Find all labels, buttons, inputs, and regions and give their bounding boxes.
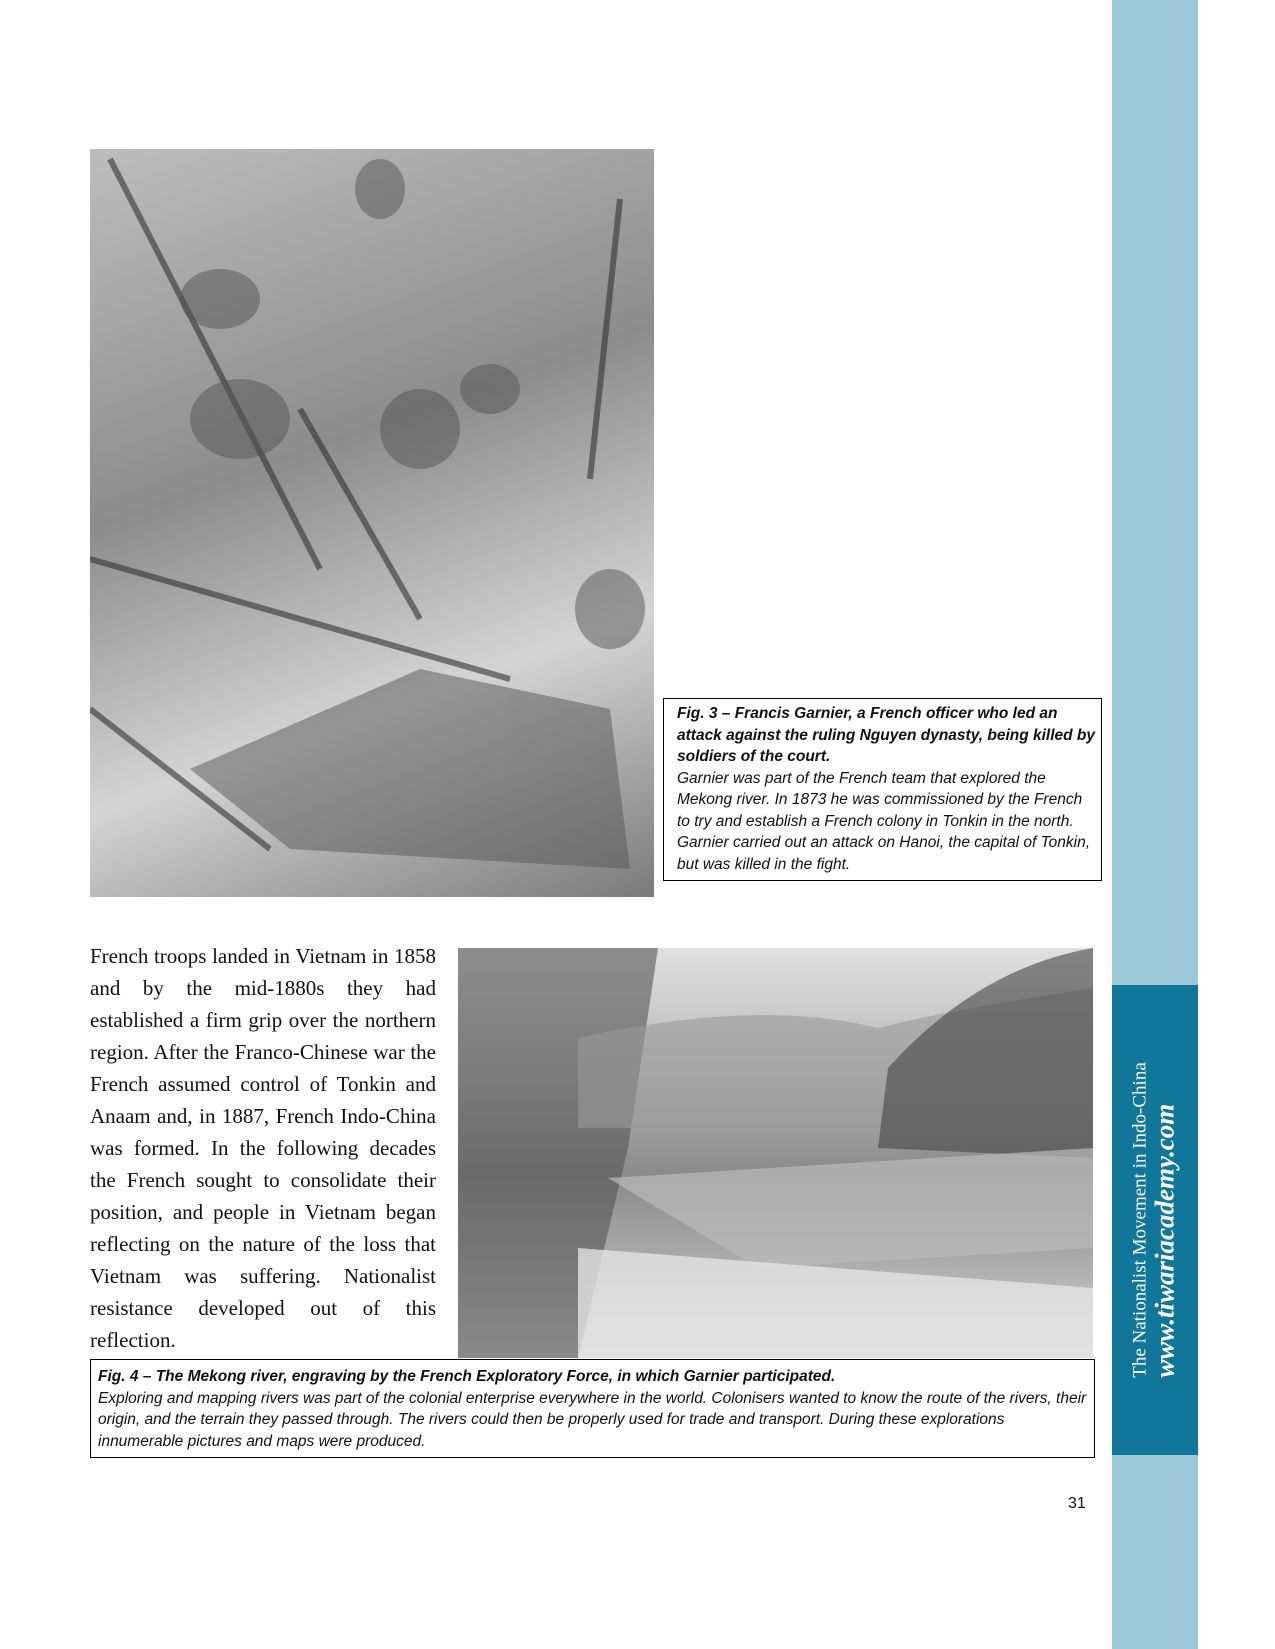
website-url: www.tiwariacademy.com [1149,1103,1180,1378]
chapter-title: The Nationalist Movement in Indo-China [1129,1062,1151,1378]
body-paragraph: French troops landed in Vietnam in 1858 and by the mid-1880s they had established a firm grip over the northern region. After the Franco-Chinese war the French assumed control of Tonkin and Anaam and, in 1887, French Indo-China was formed. In the following decades the French sought to consolidate their position, and people in Vietnam began reflecting on the nature of the loss that Vietnam was suffering. Nationalist resistance developed out of this reflection. [90,944,436,1352]
figure-3-caption [663,698,1102,881]
figure-3-text: Garnier was part of the French team that explored the Mekong river. In 1873 he was commissioned by the French to try and establish a French colony in Tonkin in the north. Garnier carried out an attack on Hanoi, the capital of Tonkin, but was killed in the fight. [677,769,1090,873]
figure-3-title: Fig. 3 – Francis Garnier, a French officer who led an attack against the ruling Nguyen dynasty, being killed by soldiers of the court. [677,705,1096,765]
page-number: 31 [1068,1495,1086,1512]
figure-4-text: Exploring and mapping rivers was part of the colonial enterprise everywhere in the world. Colonisers wanted to know the route of the rivers, their origin, and the terrain they passed through. The rivers could then be properly used for trade and transport. During these explorations innumerable pictures and maps were produced. [98,1389,1087,1450]
figure-4-title: Fig. 4 – The Mekong river, engraving by the French Exploratory Force, in which Garnier participated. [98,1368,836,1385]
figure-4-mekong-engraving [458,948,1093,1358]
figure-4-caption [90,1359,1095,1458]
sidebar-text [1130,1062,1181,1378]
figure-3-engraving [90,149,654,897]
